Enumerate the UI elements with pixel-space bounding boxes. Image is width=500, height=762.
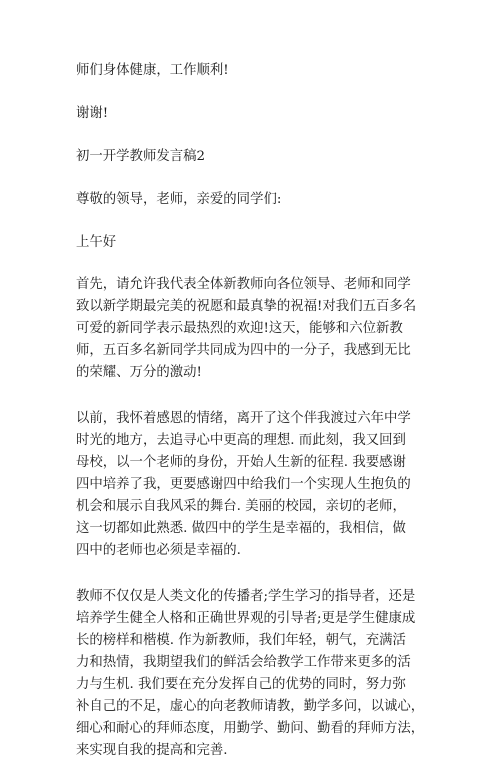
text-line: 细心和耐心的拜师态度，用勤学、勤问、勤看的拜师方法，: [76, 721, 425, 736]
text-line: 这一切都如此熟悉. 做四中的学生是幸福的，我相信，做: [76, 521, 406, 536]
text-line: 谢谢!: [76, 106, 109, 121]
text-line: 师们身体健康，工作顺利!: [76, 63, 229, 78]
thanks-line: [76, 103, 426, 125]
text-line: 初一开学教师发言稿2: [76, 149, 206, 164]
salutation: [76, 189, 426, 211]
text-line: 尊敬的领导，老师，亲爱的同学们:: [76, 192, 282, 207]
text-line: 补自己的不足，虚心的向老教师请教，勤学多问，以诚心，: [76, 699, 425, 714]
text-line: 致以新学期最完美的祝愿和最真挚的祝福!对我们五百多名: [76, 299, 417, 314]
text-line: 培养学生健全人格和正确世界观的引导者;更是学生健康成: [76, 611, 416, 626]
greeting: [76, 232, 426, 254]
closing-line: [76, 60, 426, 82]
text-line: 的荣耀、万分的激动!: [76, 365, 202, 380]
text-line: 力与生机. 我们要在充分发挥自己的优势的同时，努力弥: [76, 677, 406, 692]
section-title: [76, 146, 426, 168]
paragraph-teacher-role: [76, 586, 426, 762]
text-line: 长的榜样和楷模. 作为新教师，我们年轻，朝气，充满活: [76, 633, 406, 648]
text-line: 时光的地方，去追寻心中更高的理想. 而此刻，我又回到: [76, 433, 406, 448]
paragraph-intro: [76, 274, 426, 384]
paragraph-gratitude: [76, 408, 426, 562]
text-line: 以前，我怀着感恩的情绪，离开了这个伴我渡过六年中学: [76, 411, 411, 426]
document-body: [76, 60, 426, 762]
text-line: 力和热情，我期望我们的鲜活会给教学工作带来更多的活: [76, 655, 411, 670]
text-line: 可爱的新同学表示最热烈的欢迎!这天，能够和六位新教: [76, 321, 403, 336]
text-line: 上午好: [76, 235, 117, 250]
text-line: 首先，请允许我代表全体新教师向各位领导、老师和同学: [76, 277, 411, 292]
text-line: 母校，以一个老师的身份，开始人生新的征程. 我要感谢: [76, 455, 406, 470]
text-line: 四中培养了我，更要感谢四中给我们一个实现人生抱负的: [76, 477, 411, 492]
text-line: 师，五百多名新同学共同成为四中的一分子，我感到无比: [76, 343, 411, 358]
text-line: 来实现自我的提高和完善.: [76, 743, 228, 758]
text-line: 教师不仅仅是人类文化的传播者;学生学习的指导者，还是: [76, 589, 416, 604]
text-line: 机会和展示自我风采的舞台. 美丽的校园，亲切的老师，: [76, 499, 406, 514]
text-line: 四中的老师也必须是幸福的.: [76, 543, 241, 558]
